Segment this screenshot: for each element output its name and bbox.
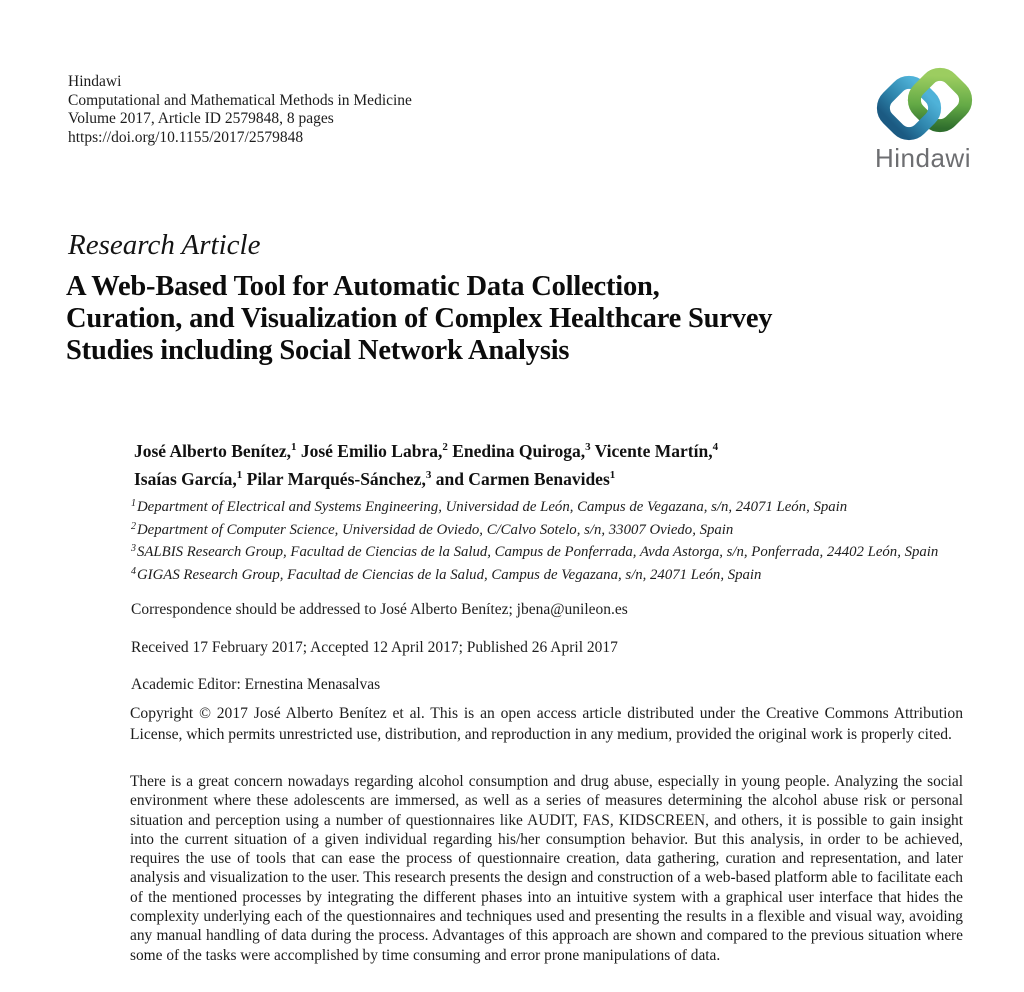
title-line: A Web-Based Tool for Automatic Data Collection, <box>66 271 660 302</box>
title-line: Curation, and Visualization of Complex Healthcare Survey <box>66 302 773 334</box>
affiliation-superscript: 1 <box>609 468 616 481</box>
author-name: and Carmen Benavides <box>431 468 610 489</box>
affiliation-superscript: 1 <box>131 498 136 509</box>
author-name: Isaías García, <box>134 468 237 489</box>
affiliation-superscript: 2 <box>131 520 136 532</box>
article-type-label: Research Article <box>68 229 261 261</box>
copyright-notice: Copyright © 2017 José Alberto Benítez et al. This is an open access article distributed under the Creative Commons Attribution License, which permits unrestricted use, distribution, and reproduction in any medium, provided the original work is properly cited. <box>130 705 963 743</box>
affiliation-superscript: 1 <box>290 441 297 453</box>
affiliation-superscript: 4 <box>131 565 136 577</box>
affiliation-item <box>131 520 938 543</box>
author-line <box>134 467 718 495</box>
affiliation-text: SALBIS Research Group, Facultad de Ciencias de la Salud, Campus de Ponferrada, Avda Astorga, s/n, Ponferrada, 24402 León, Spain <box>137 544 939 560</box>
hindawi-logo <box>864 61 982 173</box>
affiliation-superscript: 3 <box>425 468 432 481</box>
affiliation-superscript: 3 <box>585 441 591 453</box>
author-name: José Emilio Labra, <box>296 441 443 461</box>
volume-line: Volume 2017, Article ID 2579848, 8 pages <box>68 110 334 128</box>
correspondence-line: Correspondence should be addressed to José Alberto Benítez; jbena@unileon.es <box>131 601 628 618</box>
affiliation-text: Department of Electrical and Systems Engineering, Universidad de León, Campus de Vegazana, s/n, 24071 León, Spain <box>137 499 848 515</box>
publisher-name: Hindawi <box>68 73 122 90</box>
author-block <box>134 439 718 494</box>
article-history-line: Received 17 February 2017; Accepted 12 April 2017; Published 26 April 2017 <box>131 639 618 656</box>
affiliation-superscript: 1 <box>236 468 243 481</box>
affiliation-item <box>131 542 938 565</box>
masthead <box>68 73 412 147</box>
article-title <box>66 271 772 366</box>
abstract-text: There is a great concern nowadays regarding alcohol consumption and drug abuse, especially in young people. Analyzing the social environment where these adolescents are immersed, as well as a series of measures determining the alcohol abuse risk or personal situation and perception using a number of questionnaires like AUDIT, FAS, KIDSCREEN, and others, it is possible to gain insight into the current situation of a given individual regarding his/her consumption behavior. But this analysis, in order to be achieved, requires the use of tools that can ease the process of questionnaire creation, data gathering, curation and representation, and later analysis and visualization to the user. This research presents the design and construction of a web-based platform able to facilitate each of the mentioned processes by integrating the different phases into an intuitive system with a graphical user interface that hides the complexity underlying each of the questionnaires and techniques used and presenting the results in a flexible and visual way, avoiding any manual handling of data during the process. Advantages of this approach are shown and compared to the previous situation where some of the tasks were accomplished by time consuming and error prone manipulations of data. <box>130 773 963 964</box>
affiliation-superscript: 2 <box>442 441 448 453</box>
affiliation-superscript: 4 <box>712 441 719 453</box>
affiliation-superscript: 3 <box>131 543 136 554</box>
affiliation-item <box>131 497 938 520</box>
title-line: Studies including Social Network Analysis <box>66 334 570 366</box>
affiliation-text: Department of Computer Science, Universidad de Oviedo, C/Calvo Sotelo, s/n, 33007 Oviedo, Spain <box>137 521 734 538</box>
affiliation-block <box>131 497 938 587</box>
hindawi-logo-icon <box>864 61 982 147</box>
journal-name: Computational and Mathematical Methods in Medicine <box>68 91 412 109</box>
affiliation-item <box>131 565 938 588</box>
logo-wordmark: Hindawi <box>875 143 971 173</box>
doi-link: https://doi.org/10.1155/2017/2579848 <box>68 128 304 146</box>
author-line <box>134 439 718 467</box>
affiliation-text: GIGAS Research Group, Facultad de Ciencias de la Salud, Campus de Vegazana, s/n, 24071 León, Spain <box>137 566 762 583</box>
author-name: Enedina Quiroga, <box>447 441 586 461</box>
academic-editor-line: Academic Editor: Ernestina Menasalvas <box>131 676 381 693</box>
author-name: José Alberto Benítez, <box>134 441 291 461</box>
author-name: Vicente Martín, <box>590 441 713 461</box>
author-name: Pilar Marqués-Sánchez, <box>242 468 426 489</box>
